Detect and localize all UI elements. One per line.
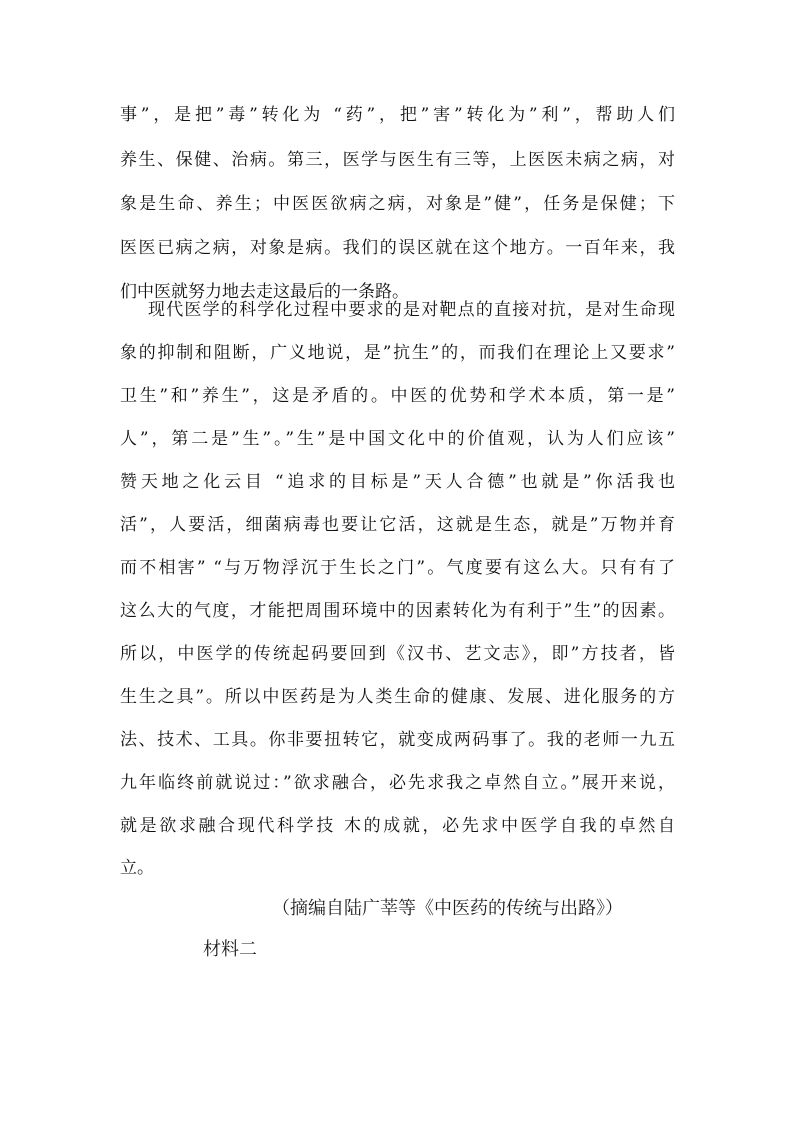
paragraph-line: 象的抑制和阻断，广义地说，是”抗生”的，而我们在理论上又要求” <box>120 343 675 363</box>
paragraph-line: 们中医就努力地去走这最后的一条路。 <box>120 282 409 302</box>
paragraph-line: 卫生”和”养生”，这是矛盾的。中医的优势和学术本质，第一是” <box>120 386 675 406</box>
paragraph-line: 立。 <box>120 858 154 878</box>
paragraph-line: 养生、保健、治病。第三，医学与医生有三等，上医医未病之病，对 <box>120 150 675 170</box>
paragraph-line: 象是生命、养生；中医医欲病之病，对象是”健”，任务是保健；下 <box>120 194 675 214</box>
source-citation: （摘编自陆广莘等《中医药的传统与出路》） <box>272 898 623 919</box>
section-heading: 材料二 <box>203 939 257 960</box>
paragraph-line: 就是欲求融合现代科学技 木的成就，必先求中医学自我的卓然自 <box>120 816 675 836</box>
paragraph-line: 医医已病之病，对象是病。我们的误区就在这个地方。一百年来，我 <box>120 238 675 258</box>
paragraph-line: 生生之具”。所以中医药是为人类生命的健康、发展、进化服务的方 <box>120 687 675 707</box>
paragraph-line: 现代医学的科学化过程中要求的是对靶点的直接对抗，是对生命现 <box>148 300 675 320</box>
paragraph-line: 事”，是把”毒”转化为 “药”，把”害”转化为”利”，帮助人们 <box>120 105 675 125</box>
paragraph-line: 九年临终前就说过：”欲求融合，必先求我之卓然自立。”展开来说， <box>120 773 675 793</box>
paragraph-line: 人”，第二是”生”。”生”是中国文化中的价值观，认为人们应该” <box>120 429 675 449</box>
paragraph-line: 所以，中医学的传统起码要回到《汉书、艺文志》，即”方技者，皆 <box>120 644 675 664</box>
paragraph-line: 赞天地之化云目 “追求的目标是”天人合德”也就是”你活我也 <box>120 472 675 492</box>
paragraph-line: 这么大的气度，才能把周围环境中的因素转化为有利于”生”的因素。 <box>120 601 675 621</box>
paragraph-line: 活”，人要活，细菌病毒也要让它活，这就是生态，就是”万物并育 <box>120 515 675 535</box>
paragraph-line: 而不相害” “与万物浮沉于生长之门”。气度要有这么大。只有有了 <box>120 558 675 578</box>
paragraph-line: 法、技术、工具。你非要扭转它，就变成两码事了。我的老师一九五 <box>120 730 675 750</box>
